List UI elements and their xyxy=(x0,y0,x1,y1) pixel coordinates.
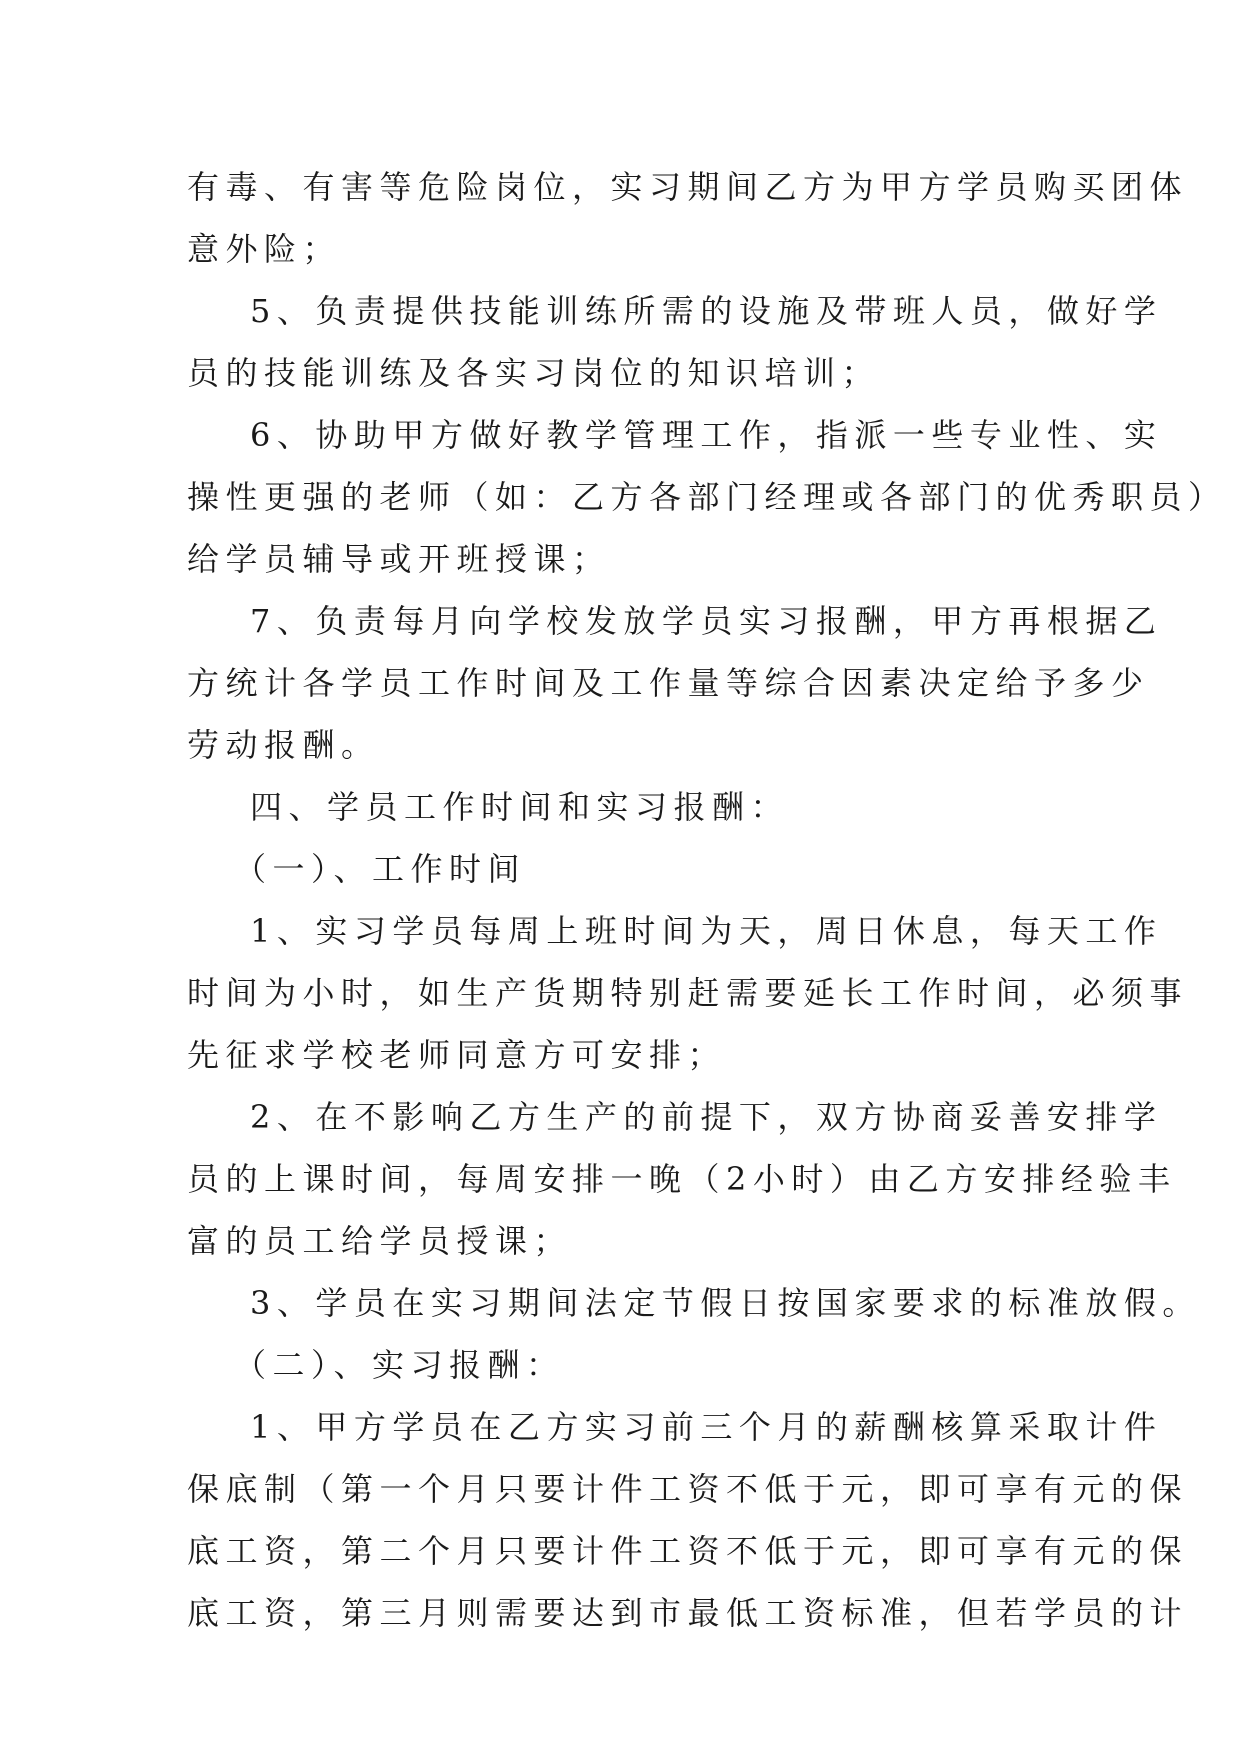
text-line: 1、实习学员每周上班时间为天，周日休息，每天工作 xyxy=(250,912,1163,950)
section-heading: 四、学员工作时间和实习报酬： xyxy=(250,788,790,826)
text-line: 1、甲方学员在乙方实习前三个月的薪酬核算采取计件 xyxy=(250,1408,1163,1446)
text-line: 底工资，第二个月只要计件工资不低于元，即可享有元的保 xyxy=(187,1532,1189,1570)
subsection-heading: （二）、实习报酬： xyxy=(234,1346,565,1384)
text-line: 3、学员在实习期间法定节假日按国家要求的标准放假。 xyxy=(250,1284,1201,1322)
text-line: 先征求学校老师同意方可安排； xyxy=(187,1036,727,1074)
text-line: 意外险； xyxy=(187,230,342,268)
text-line: 2、在不影响乙方生产的前提下，双方协商妥善安排学 xyxy=(250,1098,1163,1136)
text-line: 底工资，第三月则需要达到市最低工资标准，但若学员的计 xyxy=(187,1594,1189,1632)
document-body xyxy=(187,156,1227,1644)
text-line: 6、协助甲方做好教学管理工作，指派一些专业性、实 xyxy=(250,416,1163,454)
text-line: 有毒、有害等危险岗位，实习期间乙方为甲方学员购买团体 xyxy=(187,168,1189,206)
text-line: 员的技能训练及各实习岗位的知识培训； xyxy=(187,354,881,392)
text-line: 7、负责每月向学校发放学员实习报酬，甲方再根据乙 xyxy=(250,602,1163,640)
subsection-heading: （一）、工作时间 xyxy=(234,850,527,888)
text-line: 给学员辅导或开班授课； xyxy=(187,540,611,578)
text-line: 富的员工给学员授课； xyxy=(187,1222,573,1260)
text-line: 5、负责提供技能训练所需的设施及带班人员，做好学 xyxy=(250,292,1163,330)
text-line: 员的上课时间，每周安排一晚（2小时）由乙方安排经验丰 xyxy=(187,1160,1177,1198)
text-line: 操性更强的老师（如：乙方各部门经理或各部门的优秀职员） xyxy=(187,478,1227,516)
text-line: 方统计各学员工作时间及工作量等综合因素决定给予多少 xyxy=(187,664,1150,702)
text-line: 时间为小时，如生产货期特别赶需要延长工作时间，必须事 xyxy=(187,974,1189,1012)
text-line: 劳动报酬。 xyxy=(187,726,380,764)
text-line: 保底制（第一个月只要计件工资不低于元，即可享有元的保 xyxy=(187,1470,1189,1508)
